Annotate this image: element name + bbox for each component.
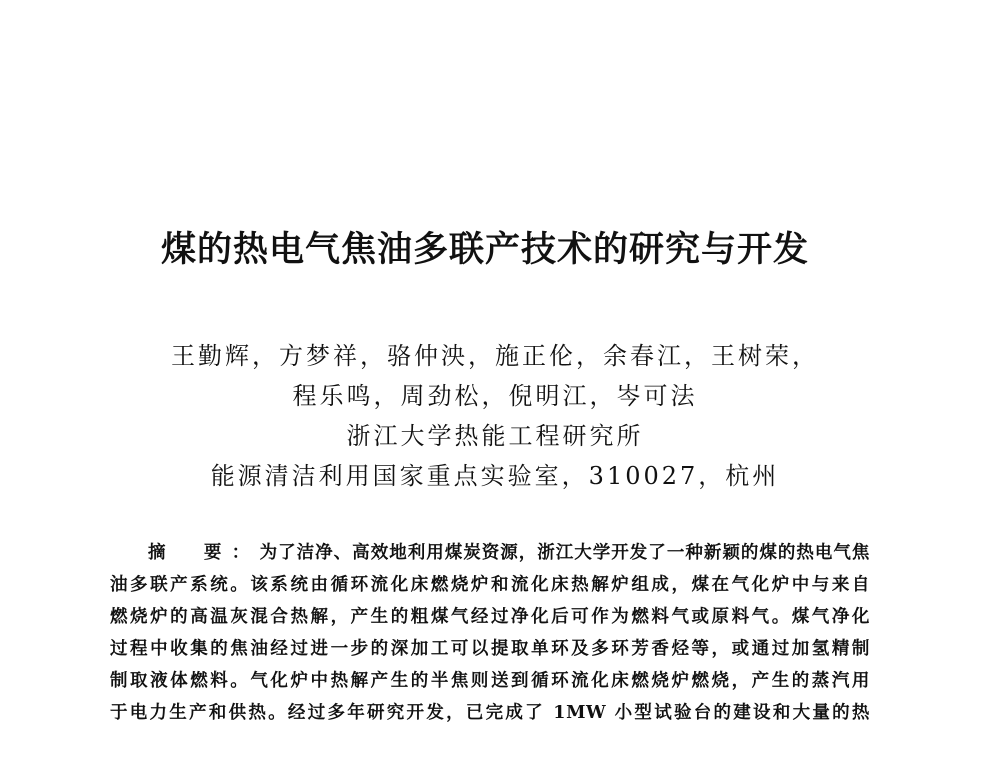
abstract-line-2: 油多联产系统。该系统由循环流化床燃烧炉和流化床热解炉组成，煤在气化炉中与来自 <box>110 575 870 595</box>
author-list-line-2: 程乐鸣，周劲松，倪明江，岑可法 <box>292 382 698 410</box>
abstract-line-1 <box>110 537 870 569</box>
abstract-line-3: 燃烧炉的高温灰混合热解，产生的粗煤气经过净化后可作为燃料气或原料气。煤气净化 <box>110 607 870 627</box>
abstract-line-5: 制取液体燃料。气化炉中热解产生的半焦则送到循环流化床燃烧炉燃烧，产生的蒸汽用 <box>110 671 870 691</box>
author-block <box>0 336 990 496</box>
author-list-line-1: 王勤辉，方梦祥，骆仲泱，施正伦，余春江，王树荣， <box>171 342 819 370</box>
abstract-text-1: 为了洁净、高效地利用煤炭资源，浙江大学开发了一种新颖的煤的热电气焦 <box>259 543 870 563</box>
affiliation-lab-address: 能源清洁利用国家重点实验室，310027，杭州 <box>210 462 780 490</box>
paper-title: 煤的热电气焦油多联产技术的研究与开发 <box>160 230 809 270</box>
abstract <box>110 537 870 729</box>
abstract-line-6: 于电力生产和供热。经过多年研究开发，已完成了 1MW 小型试验台的建设和大量的热 <box>110 703 870 723</box>
abstract-line-4: 过程中收集的焦油经过进一步的深加工可以提取单环及多环芳香烃等，或通过加氢精制 <box>110 639 870 659</box>
abstract-label: 摘 要： <box>148 543 260 563</box>
affiliation-institute: 浙江大学热能工程研究所 <box>346 422 644 450</box>
